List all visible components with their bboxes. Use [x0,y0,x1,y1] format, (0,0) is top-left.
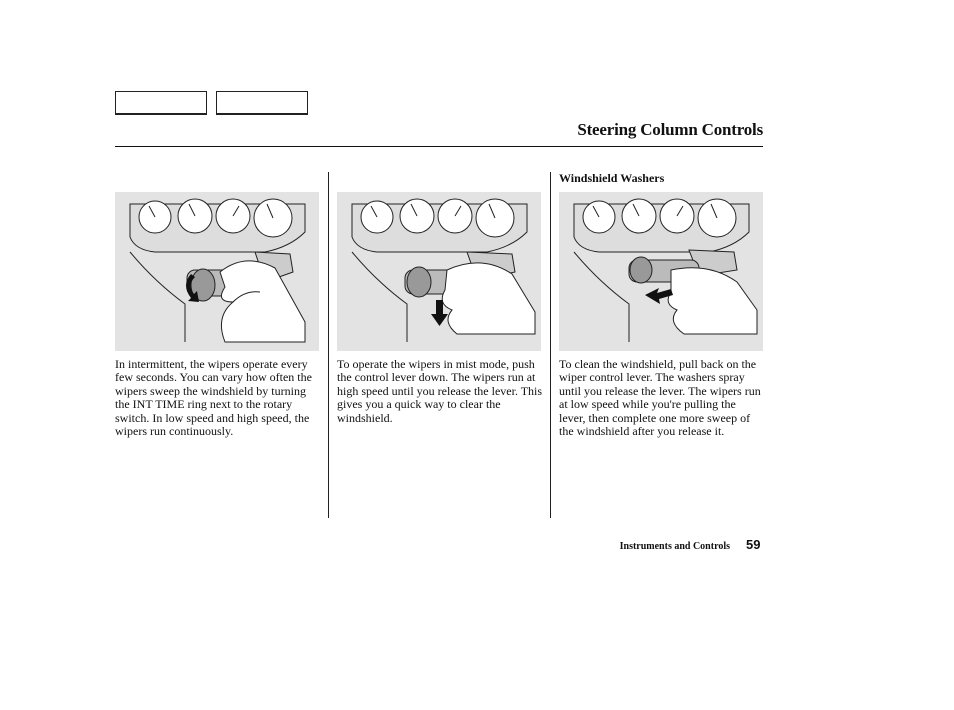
illustration-mist-mode [337,192,541,351]
column-divider [328,172,329,518]
page-number: 59 [746,537,761,552]
page-title: Steering Column Controls [577,120,763,139]
footer-section-name: Instruments and Controls [619,541,730,552]
illustration-int-time-ring [115,192,319,351]
title-rule [115,146,763,147]
nav-button-main-menu[interactable] [115,91,207,115]
column-divider [550,172,551,518]
section-heading: Windshield Washers [559,171,665,185]
nav-button-table-of-contents[interactable] [216,91,308,115]
illustration-washers [559,192,763,351]
body-text-intermittent: In intermittent, the wipers operate every few seconds. You can vary how often the wipers sweep the windshield by turning the INT TIME ring next to the rotary switch. In low speed and high speed, the wipers run continuously. [115,357,312,439]
body-text-washers: To clean the windshield, pull back on the wiper control lever. The washers spray until you release the lever. The wipers run at low speed while you're pulling the lever, then complete one more sweep of the windshield after you release it. [559,357,761,439]
body-text-mist-mode: To operate the wipers in mist mode, push the control lever down. The wipers run at high speed until you release the lever. This gives you a quick way to clear the windshield. [337,357,543,425]
